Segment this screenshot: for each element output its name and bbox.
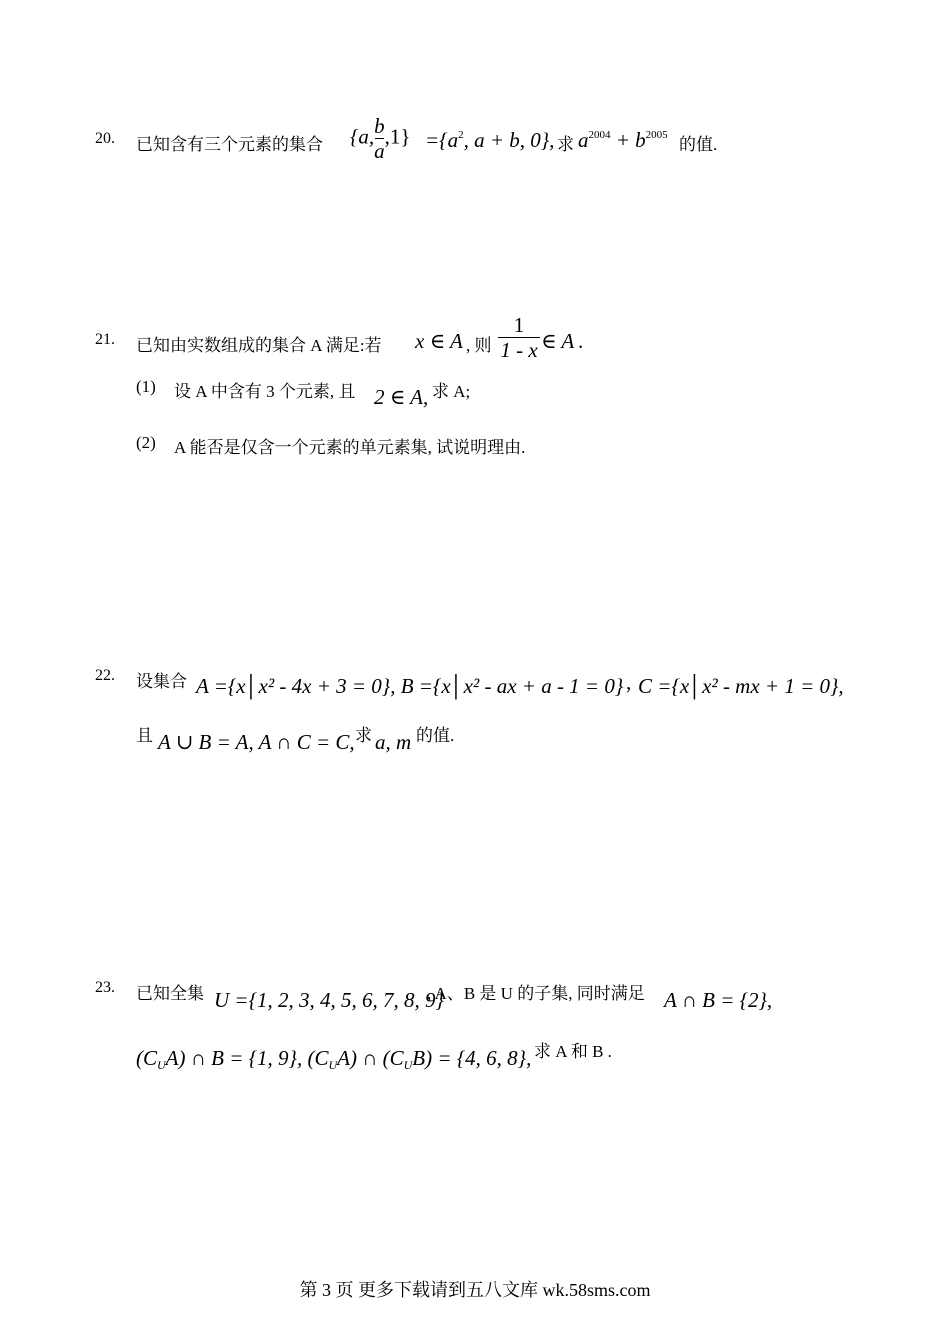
subquestion-label: (2) [136,433,156,452]
math-expression: 2 ∈ A, [374,385,429,409]
problem-number: 20. [95,130,115,147]
problem-text: 设集合 [136,672,187,691]
math-expression: . [578,329,584,353]
problem-text: 设 A 中含有 3 个元素, 且 [174,382,356,401]
problem-text: 的值. [679,135,718,154]
math-expression: A ={x│x² - 4x + 3 = 0}, B ={x│x² - ax + a - 1 = 0} [196,674,624,698]
math-expression: x ∈ A [415,329,463,353]
problem-text: 且 [136,726,153,745]
math-expression: U ={1, 2, 3, 4, 5, 6, 7, 8, 9} [214,988,444,1012]
problem-text: , 则 [466,336,492,355]
problem-text: 已知含有三个元素的集合 [136,135,323,154]
math-expression: $=\{a^2$, a + b, 0}, [425,128,555,152]
math-expression: A ∪ B = A, A ∩ C = C, [158,730,355,754]
problem-text: 求 [557,135,574,154]
math-expression: $(C_UA)$ ∩ B = {1, 9}, $(C_UA)$ ∩ $(C_UB) = \{4$, 6, 8}, [136,1046,532,1072]
math-expression: $a^{2004} + b^{2005}$ [578,128,668,152]
problem-text: 求 A 和 B . [534,1042,612,1061]
math-expression: ∈ A [541,329,575,353]
subquestion-label: (1) [136,377,156,396]
problem-text: A 能否是仅含一个元素的单元素集, 试说明理由. [174,438,526,457]
math-fraction: $\frac{1}{1 - x}$ [497,313,541,362]
problem-text: , A、B 是 U 的子集, 同时满足 [427,984,645,1003]
problem-text: 求 [355,726,372,745]
problem-number: 23. [95,979,115,996]
problem-text: 的值. [416,726,455,745]
page-footer: 第 3 页 更多下载请到五八文库 wk.58sms.com [299,1280,651,1300]
math-expression: , [626,670,632,694]
problem-number: 21. [95,331,115,348]
math-expression: A ∩ B = {2}, [664,988,773,1012]
problem-text: 求 A; [432,382,471,401]
problem-number: 22. [95,667,115,684]
math-expression: {a, $\frac{b}{a}$ ,1} [350,114,411,163]
math-expression: C ={x│x² - mx + 1 = 0}, [638,674,844,698]
problem-text: 已知由实数组成的集合 A 满足:若 [136,336,382,355]
problem-text: 已知全集 [136,984,204,1003]
math-expression: a, m [375,730,412,754]
